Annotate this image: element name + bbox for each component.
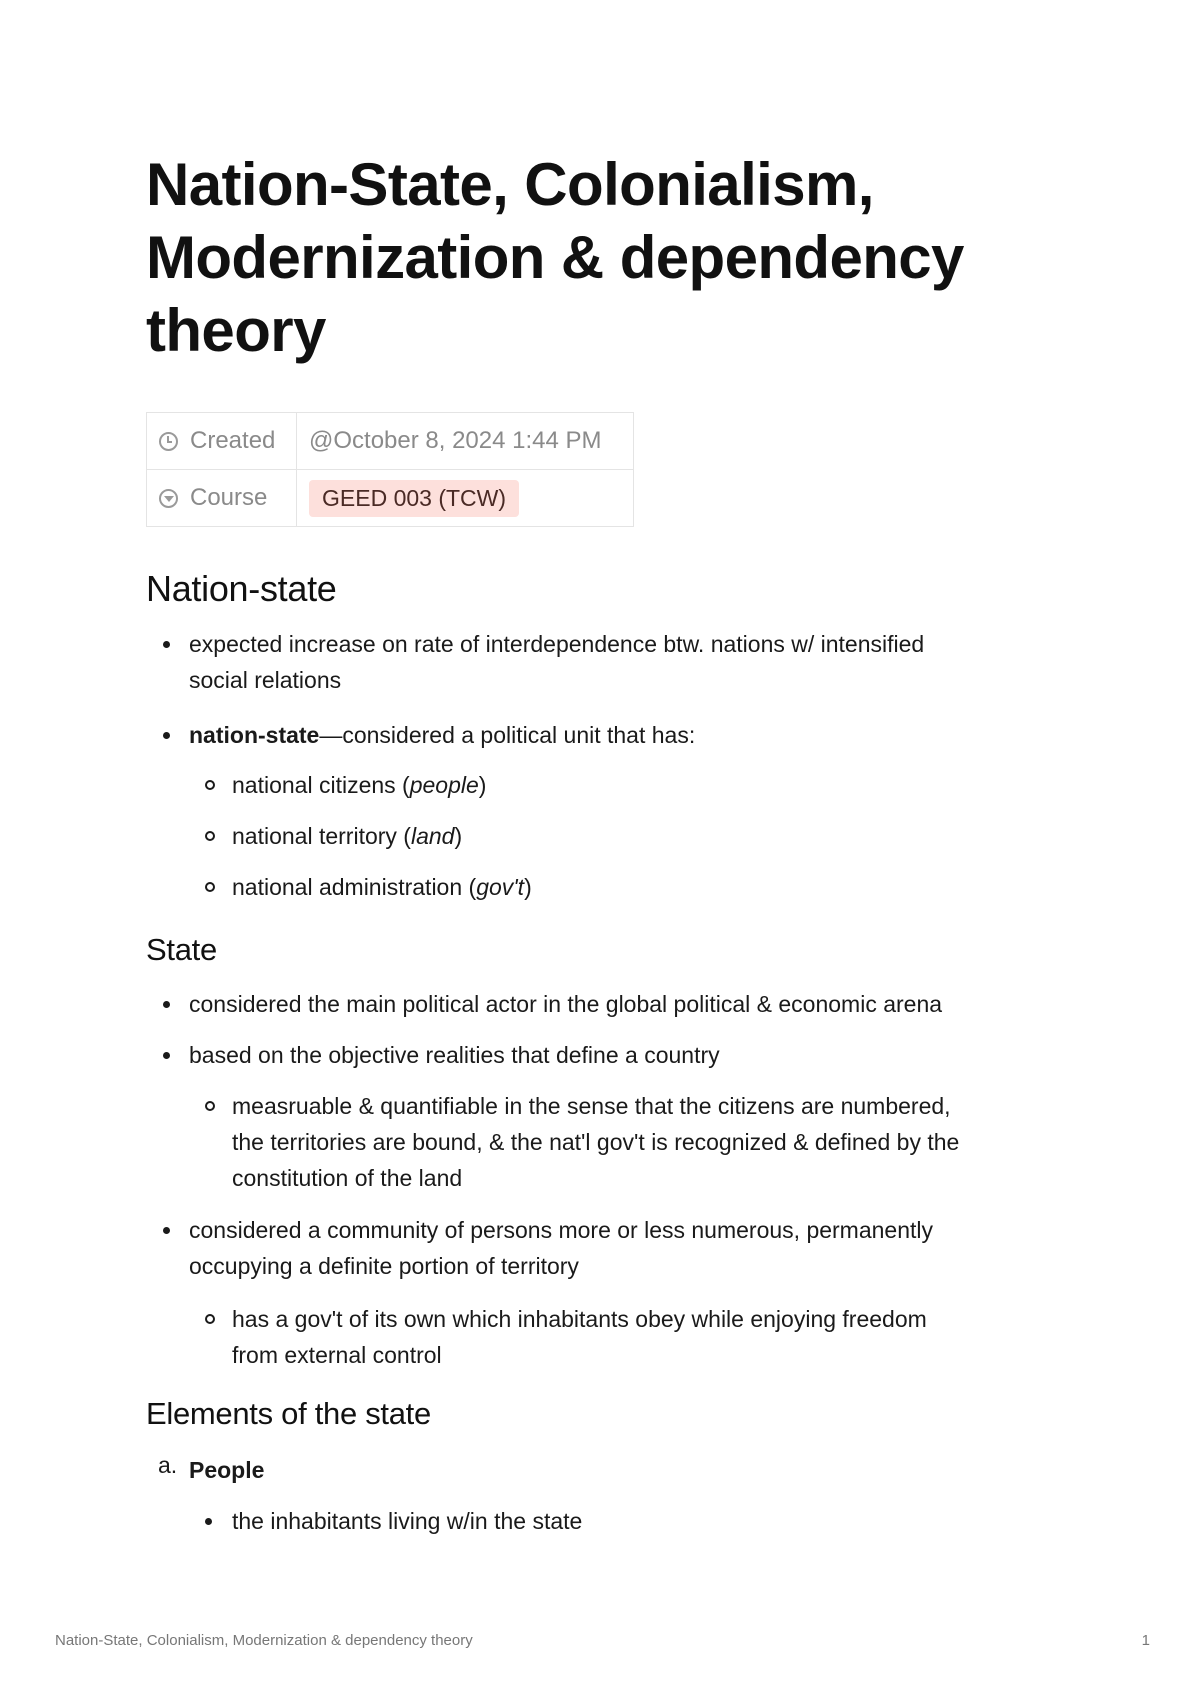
italic-text: people	[409, 772, 479, 798]
sub-bullet	[205, 831, 215, 841]
sub-bullet	[205, 780, 215, 790]
sub-list-item: has a gov't of its own which inhabitants obey while enjoying freedom	[232, 1306, 927, 1332]
created-value[interactable]: @October 8, 2024 1:44 PM	[297, 413, 634, 470]
sub-bullet	[205, 1101, 215, 1111]
element-label: People	[189, 1457, 265, 1483]
bullet	[163, 1227, 170, 1234]
list-item: based on the objective realities that define a country	[189, 1042, 720, 1068]
term-nation-state: nation-state	[189, 722, 320, 748]
text: )	[454, 823, 463, 849]
list-item	[189, 1452, 1069, 1489]
property-key-course	[147, 470, 297, 527]
property-key-created	[147, 413, 297, 470]
italic-text: gov't	[476, 874, 525, 900]
heading-elements-of-the-state: Elements of the state	[146, 1396, 431, 1431]
text: )	[478, 772, 487, 798]
text: national administration (	[232, 874, 477, 900]
text: )	[524, 874, 532, 900]
course-value-cell[interactable]	[297, 470, 634, 527]
list-item-continuation: occupying a definite portion of territory	[189, 1253, 579, 1279]
sub-list-item: the inhabitants living w/in the state	[232, 1508, 583, 1534]
properties-table	[146, 412, 634, 527]
clock-icon	[159, 432, 178, 451]
bullet	[163, 641, 170, 648]
sub-bullet	[205, 882, 215, 892]
sub-list-item	[232, 767, 1072, 804]
sub-list-item	[232, 818, 1072, 855]
sub-list-item-continuation: constitution of the land	[232, 1165, 463, 1191]
bullet	[163, 1001, 170, 1008]
list-item: expected increase on rate of interdependence btw. nations w/ intensified	[189, 631, 925, 657]
list-item: considered the main political actor in the global political & economic arena	[189, 991, 943, 1017]
term-definition: —considered a political unit that has:	[319, 722, 696, 748]
footer-title: Nation-State, Colonialism, Modernization & dependency theory	[55, 1632, 473, 1649]
page-title: Nation-State, Colonialism, Modernization & dependency theory	[146, 151, 964, 364]
list-item-continuation: social relations	[189, 667, 342, 693]
property-row-created	[147, 413, 634, 470]
sub-list-item	[232, 869, 1072, 906]
heading-state: State	[146, 932, 217, 967]
course-tag[interactable]: GEED 003 (TCW)	[309, 480, 519, 517]
list-marker: a.	[158, 1452, 178, 1478]
select-icon	[159, 489, 178, 508]
heading-nation-state: Nation-state	[146, 568, 337, 609]
text: national citizens (	[232, 772, 410, 798]
sub-bullet	[205, 1314, 215, 1324]
created-label: Created	[190, 427, 276, 454]
course-label: Course	[190, 484, 268, 511]
list-item: considered a community of persons more or less numerous, permanently	[189, 1217, 934, 1243]
list-item	[189, 717, 1069, 754]
bullet	[163, 732, 170, 739]
page-number: 1	[1141, 1632, 1150, 1649]
sub-list-item: measruable & quantifiable in the sense that the citizens are numbered,	[232, 1093, 951, 1119]
bullet	[205, 1518, 212, 1525]
bullet	[163, 1052, 170, 1059]
sub-list-item-continuation: from external control	[232, 1342, 442, 1368]
italic-text: land	[410, 823, 455, 849]
property-row-course	[147, 470, 634, 527]
text: national territory (	[232, 823, 411, 849]
sub-list-item-continuation: the territories are bound, & the nat'l gov't is recognized & defined by the	[232, 1129, 960, 1155]
